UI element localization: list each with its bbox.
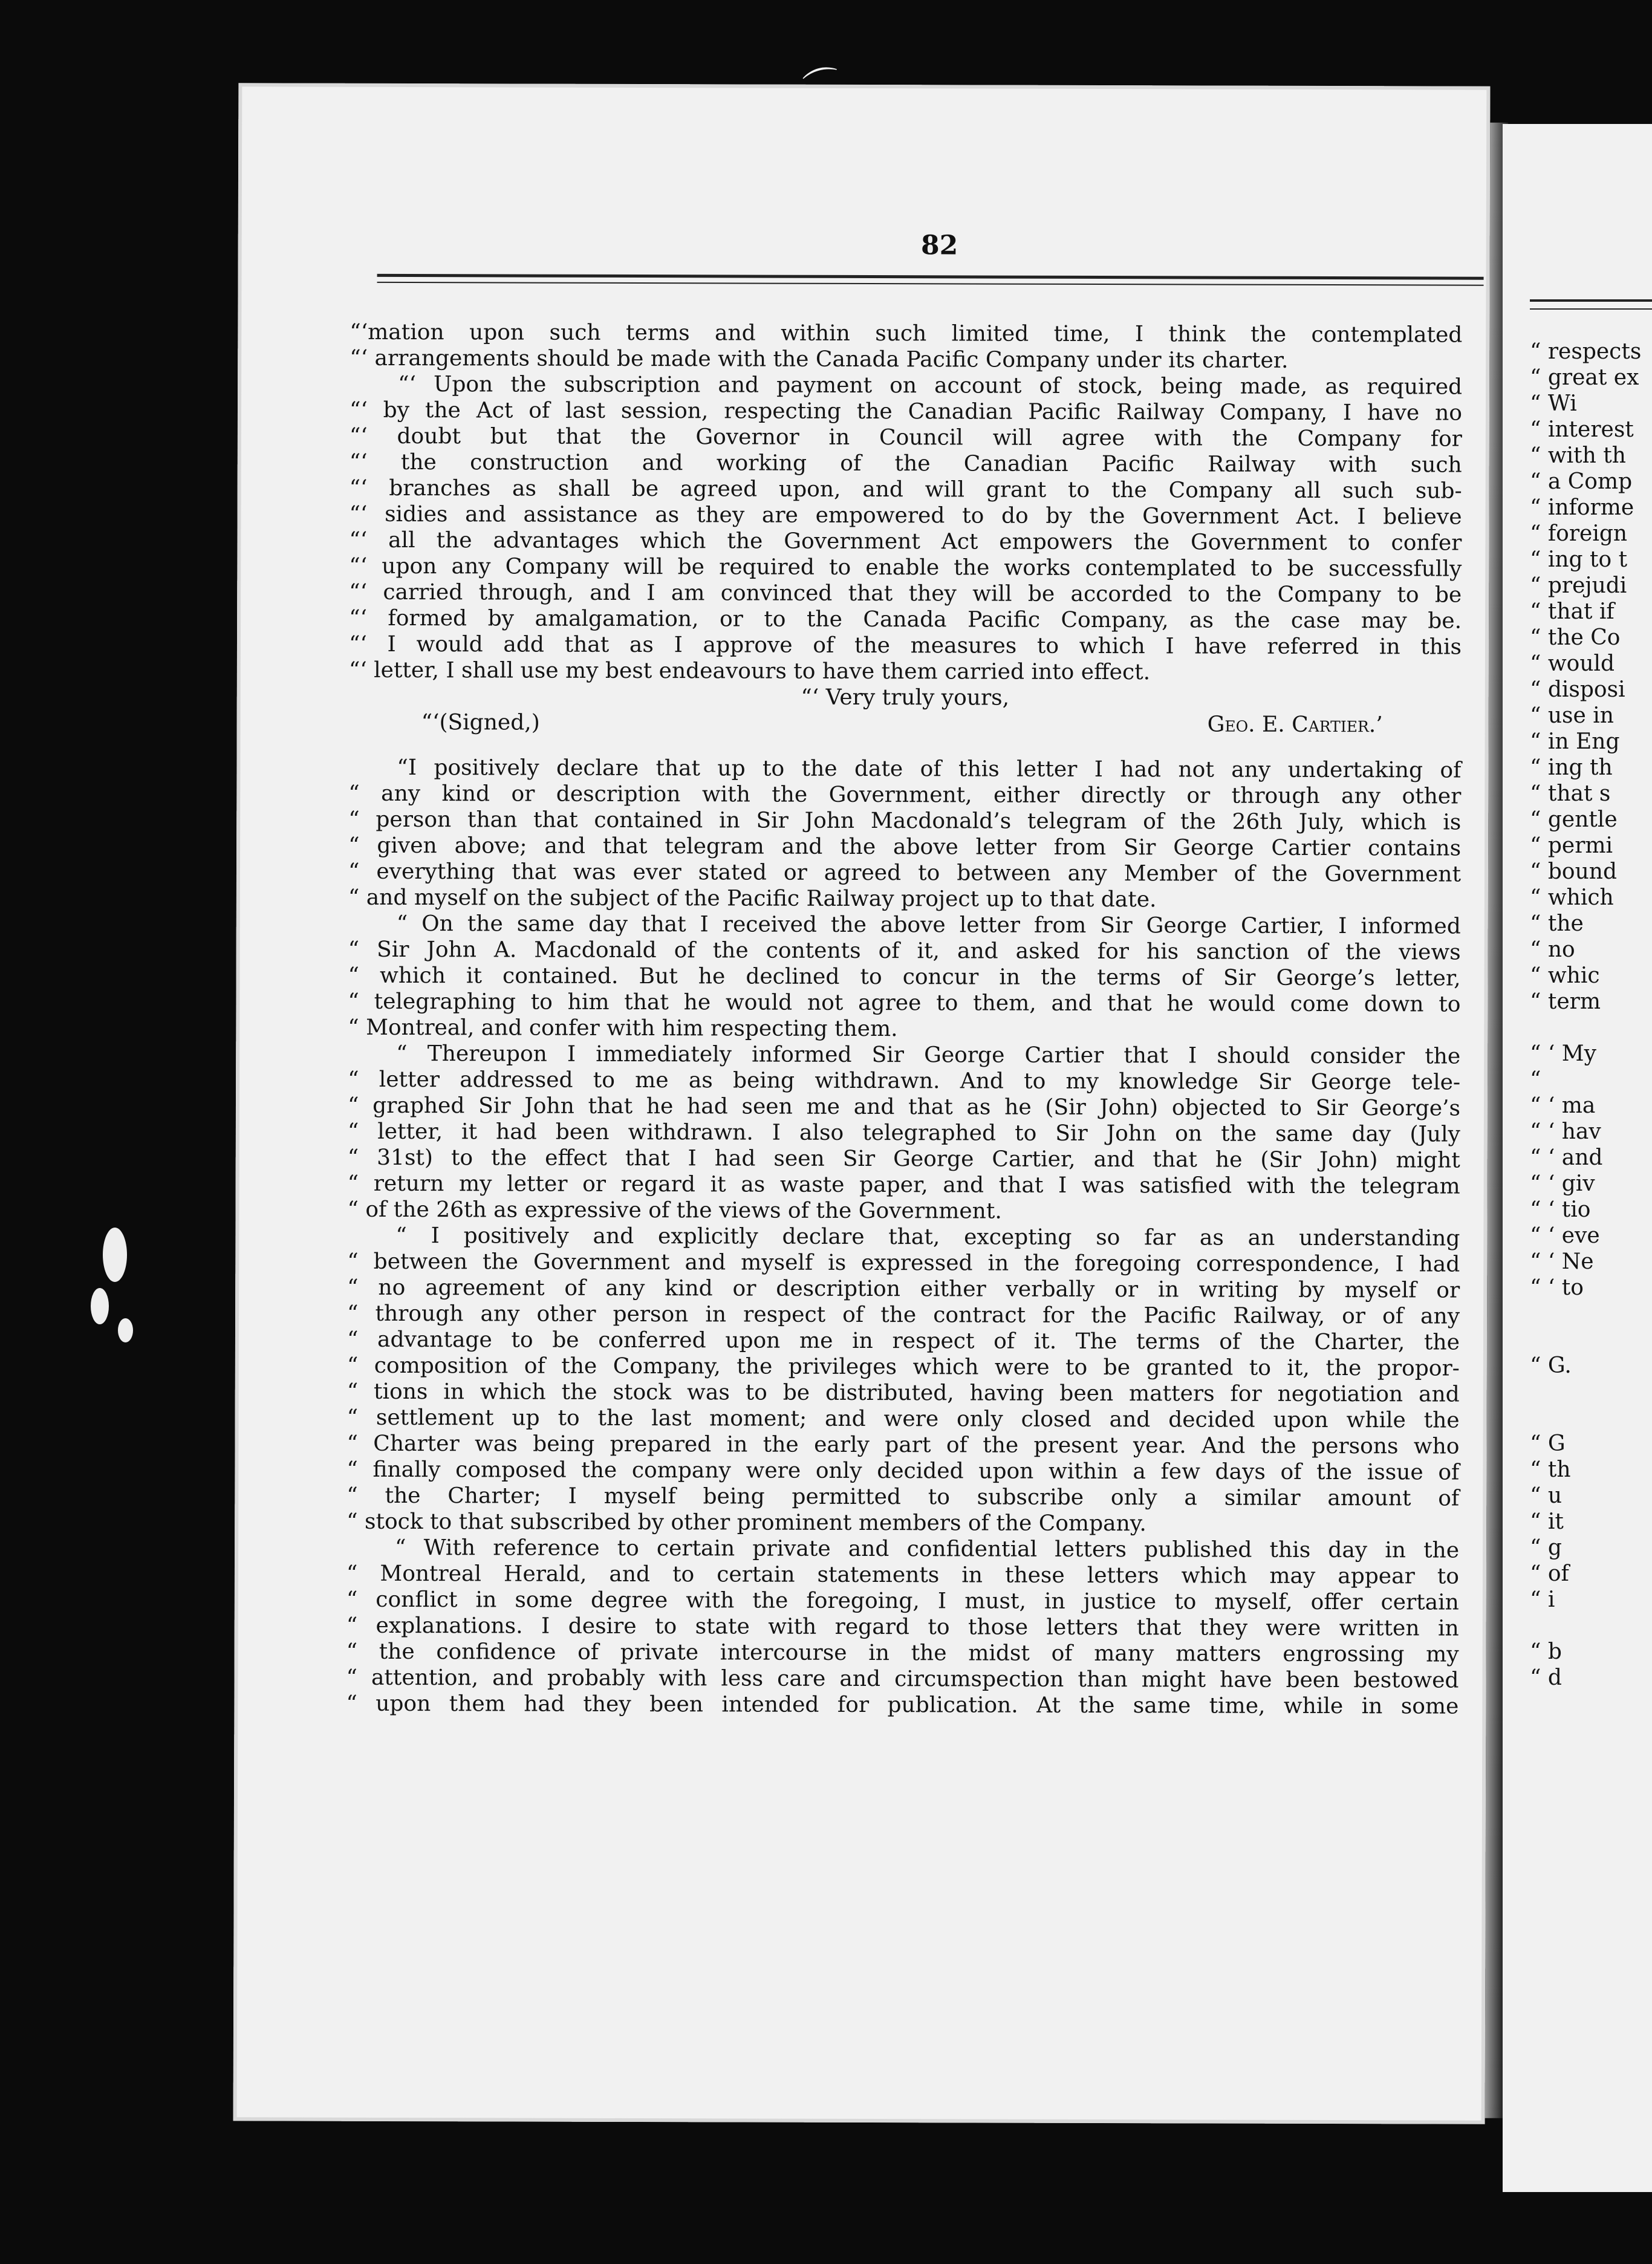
right-text-line: “ ‘ giv xyxy=(1530,1171,1595,1196)
text-line: “ which it contained. But he declined to concur in the terms of Sir George’s letter, xyxy=(348,963,1461,991)
right-text-line: “ it xyxy=(1530,1509,1564,1534)
right-text-line: “ G xyxy=(1530,1431,1566,1456)
text-line: “ any kind or description with the Government, either directly or through any other xyxy=(348,781,1462,809)
right-text-line: “ ‘ Ne xyxy=(1530,1249,1594,1274)
text-line: “‘ arrangements should be made with the Canada Pacific Company under its charter. xyxy=(350,345,1289,373)
text-line: “ I positively and explicitly declare that, excepting so far as an understanding xyxy=(395,1223,1460,1251)
text-line: “‘ Upon the subscription and payment on account of stock, being made, as required xyxy=(398,371,1463,400)
text-line: “ Montreal Herald, and to certain statements in these letters which may appear to xyxy=(346,1561,1460,1589)
text-line: “ the confidence of private intercourse in the midst of many matters engrossing my xyxy=(346,1639,1459,1667)
text-line: “ letter, it had been withdrawn. I also telegraphed to Sir John on the same day (July xyxy=(347,1119,1460,1147)
right-text-line: “ b xyxy=(1530,1639,1562,1664)
text-line: “‘ by the Act of last session, respecting the Canadian Pacific Railway Company, I have no xyxy=(349,397,1463,426)
right-text-line: “ the Co xyxy=(1530,625,1621,650)
right-text-line: “ respects xyxy=(1530,339,1642,364)
right-text-line: “ of xyxy=(1530,1561,1569,1586)
right-text-line: “ with th xyxy=(1530,443,1626,468)
right-text-line: “ interest xyxy=(1530,417,1634,442)
right-text-line: “ foreign xyxy=(1530,521,1628,546)
text-line: “ the Charter; I myself being permitted to subscribe only a similar amount of xyxy=(346,1483,1460,1511)
right-text-line: “ would xyxy=(1530,651,1615,676)
right-text-line: “ a Comp xyxy=(1530,469,1633,494)
right-text-line: “ disposi xyxy=(1530,677,1625,702)
right-text-line: “ no xyxy=(1530,937,1575,962)
right-text-line: “ that s xyxy=(1530,781,1611,806)
text-line: “ return my letter or regard it as waste paper, and that I was satisfied with the telegram xyxy=(347,1171,1460,1199)
text-line: “ of the 26th as expressive of the views of the Government. xyxy=(347,1197,1002,1224)
right-text-line: “ ‘ to xyxy=(1530,1275,1584,1300)
right-text-line: “ great ex xyxy=(1530,365,1639,390)
text-line: “‘ formed by amalgamation, or to the Canada Pacific Company, as the case may be. xyxy=(349,605,1462,634)
right-text-line: “ informe xyxy=(1530,495,1634,520)
text-line: “‘ sidies and assistance as they are empowered to do by the Government Act. I believe xyxy=(349,501,1462,530)
text-line: “ person than that contained in Sir John Macdonald’s telegram of the 26th July, which is xyxy=(348,807,1462,835)
right-text-line: “ Wi xyxy=(1530,391,1577,416)
text-line: “‘ the construction and working of the Canadian Pacific Railway with such xyxy=(349,449,1462,478)
text-line: “ finally composed the company were only decided upon within a few days of the issue of xyxy=(346,1457,1460,1485)
right-text-line xyxy=(1530,1613,1652,1639)
text-line: “ attention, and probably with less care and circumspection than might have been bestowed xyxy=(346,1665,1459,1693)
right-text-line: “ ‘ My xyxy=(1530,1041,1596,1066)
scan-speckle xyxy=(118,1318,133,1342)
scan-speckle xyxy=(91,1288,109,1324)
text-line: “‘ I would add that as I approve of the measures to which I have referred in this xyxy=(348,631,1462,660)
text-line: “‘ Very truly yours, xyxy=(801,685,1010,711)
text-line: “ explanations. I desire to state with regard to those letters that they were written in xyxy=(346,1613,1459,1641)
right-text-line: “ prejudi xyxy=(1530,573,1627,598)
right-text-line: “ permi xyxy=(1530,833,1613,858)
right-text-line: “ ing to t xyxy=(1530,547,1628,572)
right-page-text xyxy=(1530,339,1652,1691)
text-line: “ 31st) to the effect that I had seen Sir George Cartier, and that he (Sir John) might xyxy=(347,1145,1460,1173)
signature-line xyxy=(349,709,1462,738)
text-line: “ With reference to certain private and confidential letters published this day in the xyxy=(395,1535,1460,1563)
text-line: “‘ upon any Company will be required to enable the works contemplated to be successfully xyxy=(349,553,1462,582)
text-line: “‘mation upon such terms and within such limited time, I think the contemplated xyxy=(350,319,1463,348)
header-rule-thin xyxy=(377,282,1484,286)
letter-text xyxy=(346,319,1462,1720)
scan-speckle xyxy=(103,1228,127,1282)
text-line: “ given above; and that telegram and the above letter from Sir George Cartier contains xyxy=(348,833,1462,861)
text-line: “‘ all the advantages which the Government Act empowers the Government to confer xyxy=(349,527,1462,556)
text-line: “ composition of the Company, the privileges which were to be granted to it, the propor- xyxy=(346,1353,1460,1381)
right-text-line xyxy=(1530,1015,1652,1041)
page-number: 82 xyxy=(921,230,958,261)
right-text-line: “ ‘ ma xyxy=(1530,1093,1596,1118)
text-line: “I positively declare that up to the date of this letter I had not any undertaking of xyxy=(397,755,1462,783)
paragraph-gap xyxy=(349,735,1462,758)
right-text-line: “ ‘ and xyxy=(1530,1145,1603,1170)
signature-author: Geo. E. Cartier.’ xyxy=(1207,712,1383,738)
text-line: “ telegraphing to him that he would not agree to them, and that he would come down to xyxy=(348,989,1461,1017)
text-line: “ upon them had they been intended for publication. At the same time, while in some xyxy=(346,1691,1459,1719)
right-text-line: “ g xyxy=(1530,1535,1562,1560)
right-text-line xyxy=(1530,1379,1652,1405)
text-line: “ Charter was being prepared in the early part of the present year. And the persons who xyxy=(346,1431,1460,1459)
right-text-line: “ G. xyxy=(1530,1353,1572,1378)
text-line: “ stock to that subscribed by other prominent members of the Company. xyxy=(346,1509,1146,1537)
right-text-line: “ ‘ eve xyxy=(1530,1223,1600,1248)
right-text-line: “ use in xyxy=(1530,703,1614,728)
right-header-rule-thin xyxy=(1530,308,1652,310)
right-text-line xyxy=(1530,1327,1652,1353)
text-line: “ through any other person in respect of the contract for the Pacific Railway, or of any xyxy=(347,1301,1460,1329)
text-line: “ everything that was ever stated or agreed to between any Member of the Government xyxy=(348,859,1462,887)
text-line: “ Thereupon I immediately informed Sir George Cartier that I should consider the xyxy=(396,1041,1461,1069)
right-text-line: “ ‘ tio xyxy=(1530,1197,1591,1222)
text-line: “ no agreement of any kind or description either verbally or in writing by myself or xyxy=(347,1275,1460,1303)
right-text-line: “ which xyxy=(1530,885,1614,910)
text-line: “ advantage to be conferred upon me in respect of it. The terms of the Charter, the xyxy=(346,1327,1460,1355)
right-text-line xyxy=(1530,1405,1652,1431)
right-text-line: “ u xyxy=(1530,1483,1563,1508)
header-rule xyxy=(377,274,1484,280)
right-text-line: “ th xyxy=(1530,1457,1571,1482)
right-text-line: “ xyxy=(1530,1067,1541,1092)
text-line: “ and myself on the subject of the Pacific Railway project up to that date. xyxy=(348,885,1157,912)
text-line: “ On the same day that I received the above letter from Sir George Cartier, I informed xyxy=(396,911,1461,939)
right-text-line: “ the xyxy=(1530,911,1584,936)
right-text-line: “ that if xyxy=(1530,599,1615,624)
right-text-line: “ bound xyxy=(1530,859,1617,884)
text-line: “ Montreal, and confer with him respecting them. xyxy=(348,1015,898,1042)
right-text-line: “ term xyxy=(1530,989,1601,1014)
text-line: “‘ letter, I shall use my best endeavours to have them carried into effect. xyxy=(348,657,1151,685)
text-line: “ graphed Sir John that he had seen me and that as he (Sir John) objected to Sir George’s xyxy=(347,1093,1461,1121)
right-header-rule xyxy=(1530,299,1652,302)
text-line: “ Sir John A. Macdonald of the contents of it, and asked for his sanction of the views xyxy=(348,937,1461,965)
text-line: “ between the Government and myself is expressed in the foregoing correspondence, I had xyxy=(347,1249,1460,1277)
signed-label: “‘(Signed,) xyxy=(421,710,540,735)
text-line: “‘ branches as shall be agreed upon, and will grant to the Company all such sub- xyxy=(349,475,1462,504)
text-line: “‘ carried through, and I am convinced that they will be accorded to the Company to be xyxy=(349,579,1462,608)
right-text-line: “ d xyxy=(1530,1665,1562,1690)
right-text-line: “ ‘ hav xyxy=(1530,1119,1601,1144)
left-page xyxy=(233,83,1491,2124)
right-text-line: “ gentle xyxy=(1530,807,1618,832)
text-line: “ conflict in some degree with the foregoing, I must, in justice to myself, offer certain xyxy=(346,1587,1459,1615)
text-line: “ letter addressed to me as being withdrawn. And to my knowledge Sir George tele- xyxy=(348,1067,1461,1095)
text-line: “ tions in which the stock was to be distributed, having been matters for negotiation and xyxy=(346,1379,1460,1407)
right-text-line xyxy=(1530,1301,1652,1327)
right-text-line: “ i xyxy=(1530,1587,1555,1612)
right-text-line: “ whic xyxy=(1530,963,1600,988)
text-line: “‘ doubt but that the Governor in Council will agree with the Company for xyxy=(349,423,1462,452)
right-text-line: “ in Eng xyxy=(1530,729,1620,754)
right-text-line: “ ing th xyxy=(1530,755,1613,780)
text-line: “ settlement up to the last moment; and were only closed and decided upon while the xyxy=(346,1405,1460,1433)
